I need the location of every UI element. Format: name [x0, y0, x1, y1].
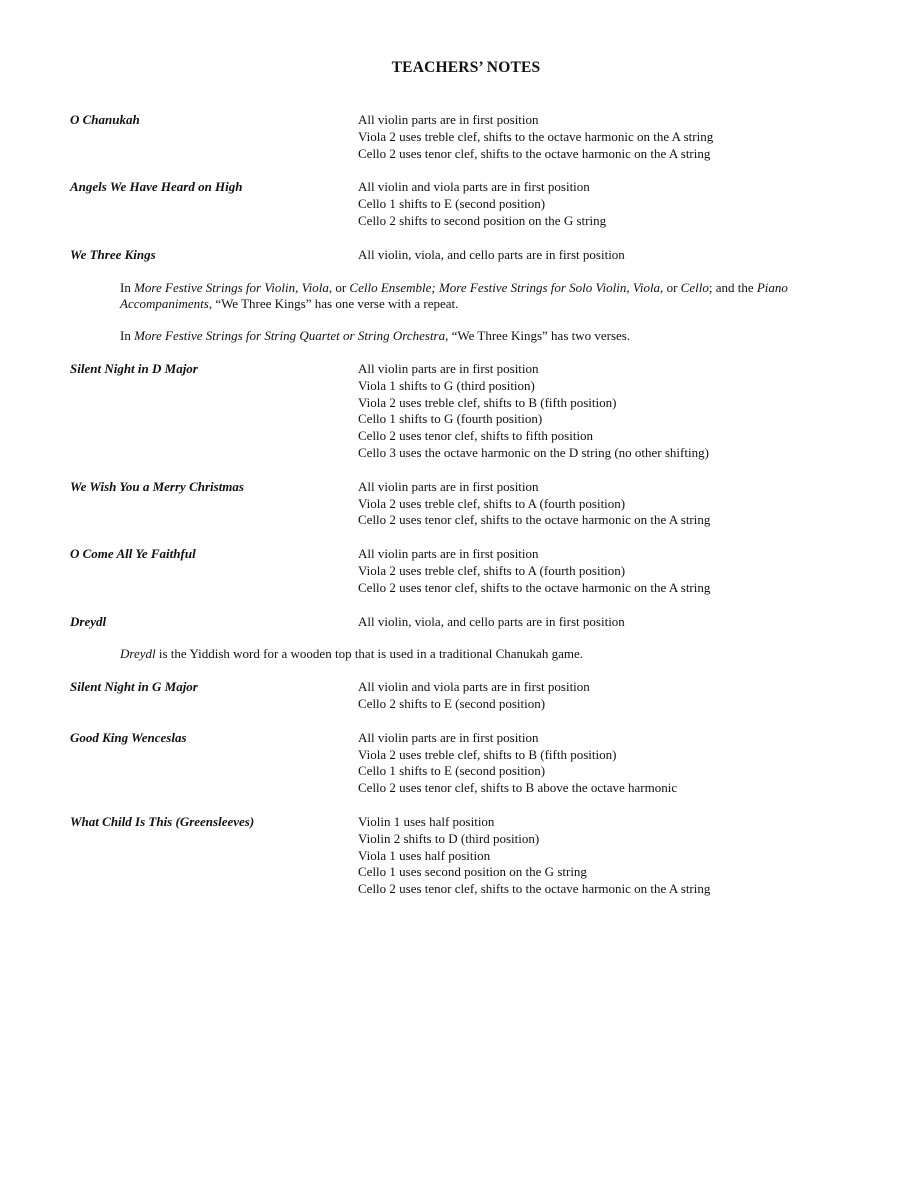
entry-dreydl [70, 614, 850, 631]
note-line: Cello 1 uses second position on the G string [358, 864, 587, 880]
page-title: TEACHERS’ NOTES [391, 59, 541, 76]
entry-lines [358, 730, 850, 797]
note-line: Violin 2 shifts to D (third position) [358, 830, 540, 846]
note-text: In [120, 328, 135, 344]
note-line: Cello 2 shifts to E (second position) [358, 695, 546, 711]
note-line: Cello 2 shifts to second position on the G string [358, 212, 607, 228]
entry-o-chanukah [70, 112, 850, 162]
note-line: All violin parts are in first position [358, 478, 539, 494]
note-line: Violin 1 uses half position [358, 813, 495, 829]
note-line: All violin parts are in first position [358, 729, 539, 745]
entry-lines [358, 479, 850, 529]
entry-good-king-wenceslas [70, 730, 850, 797]
entry-silent-night-d-major [70, 361, 850, 462]
note-line: Viola 1 shifts to G (third position) [358, 377, 535, 393]
note-line: Viola 2 uses treble clef, shifts to B (fifth position) [358, 394, 617, 410]
note-line: Viola 2 uses treble clef, shifts to the octave harmonic on the A string [358, 128, 714, 144]
note-line: All violin parts are in first position [358, 546, 539, 562]
entry-lines [358, 361, 850, 462]
entry-lines [358, 614, 850, 631]
note-line: Cello 2 uses tenor clef, shifts to B above the octave harmonic [358, 780, 678, 796]
song-title: Dreydl [70, 613, 107, 629]
song-title: O Come All Ye Faithful [70, 546, 196, 562]
note-line: Cello 1 shifts to E (second position) [358, 763, 546, 779]
song-title: Silent Night in G Major [70, 679, 198, 695]
note-three-kings-quartet [120, 328, 855, 345]
song-title: What Child Is This (Greensleeves) [70, 813, 255, 829]
song-title: We Wish You a Merry Christmas [70, 478, 244, 494]
entry-lines [358, 679, 850, 713]
note-line: All violin, viola, and cello parts are in first position [358, 613, 625, 629]
note-text: or [332, 279, 350, 295]
note-line: All violin parts are in first position [358, 360, 539, 376]
note-line: Viola 1 uses half position [358, 847, 491, 863]
note-line: Cello 2 uses tenor clef, shifts to the octave harmonic on the A string [358, 145, 711, 161]
note-line: Cello 2 uses tenor clef, shifts to fifth position [358, 428, 594, 444]
note-text: is the Yiddish word for a wooden top that is used in a traditional Chanukah game. [155, 646, 583, 662]
book-title: Cello Ensemble; More Festive Strings for Solo Violin, Viola, [349, 279, 664, 295]
note-text: , “We Three Kings” has two verses. [445, 328, 631, 344]
note-line: Viola 2 uses treble clef, shifts to A (fourth position) [358, 495, 626, 511]
entry-lines [358, 112, 850, 162]
note-text: In [120, 279, 135, 295]
entry-silent-night-g-major [70, 679, 850, 713]
notes-content [70, 112, 850, 915]
book-title: Cello [680, 279, 709, 295]
entry-lines [358, 814, 850, 898]
note-line: All violin and viola parts are in first position [358, 179, 590, 195]
note-line: Cello 2 uses tenor clef, shifts to the octave harmonic on the A string [358, 579, 711, 595]
note-three-kings-versions [120, 280, 855, 314]
book-title: Piano Accompaniments [120, 279, 788, 312]
note-line: Cello 2 uses tenor clef, shifts to the octave harmonic on the A string [358, 881, 711, 897]
note-line: Cello 3 uses the octave harmonic on the D string (no other shifting) [358, 444, 709, 460]
note-line: All violin and viola parts are in first position [358, 679, 590, 695]
entry-lines [358, 546, 850, 596]
song-title: Silent Night in D Major [70, 360, 198, 376]
entry-lines [358, 247, 850, 264]
note-line: Cello 1 shifts to E (second position) [358, 196, 546, 212]
note-dreydl-definition [120, 646, 855, 663]
note-text: or [663, 279, 681, 295]
note-text: , “We Three Kings” has one verse with a repeat. [208, 296, 459, 312]
song-reference: Dreydl [120, 646, 156, 662]
entry-o-come-all-ye-faithful [70, 546, 850, 596]
entry-angels-we-have-heard [70, 179, 850, 229]
note-line: Viola 2 uses treble clef, shifts to A (fourth position) [358, 562, 626, 578]
song-title: O Chanukah [70, 112, 140, 127]
note-line: All violin, viola, and cello parts are in first position [358, 246, 625, 262]
note-text: ; and the [708, 279, 757, 295]
song-title: Good King Wenceslas [70, 729, 187, 745]
book-title: More Festive Strings for Violin, Viola, [134, 279, 333, 295]
entry-we-three-kings [70, 247, 850, 264]
book-title: More Festive Strings for String Quartet or String Orchestra [134, 328, 446, 344]
entry-lines [358, 179, 850, 229]
entry-what-child-is-this [70, 814, 850, 898]
note-line: All violin parts are in first position [358, 112, 539, 127]
note-line: Cello 1 shifts to G (fourth position) [358, 411, 543, 427]
entry-we-wish-you-a-merry-christmas [70, 479, 850, 529]
note-line: Viola 2 uses treble clef, shifts to B (fifth position) [358, 746, 617, 762]
song-title: Angels We Have Heard on High [70, 179, 243, 195]
song-title: We Three Kings [70, 246, 156, 262]
note-line: Cello 2 uses tenor clef, shifts to the octave harmonic on the A string [358, 512, 711, 528]
